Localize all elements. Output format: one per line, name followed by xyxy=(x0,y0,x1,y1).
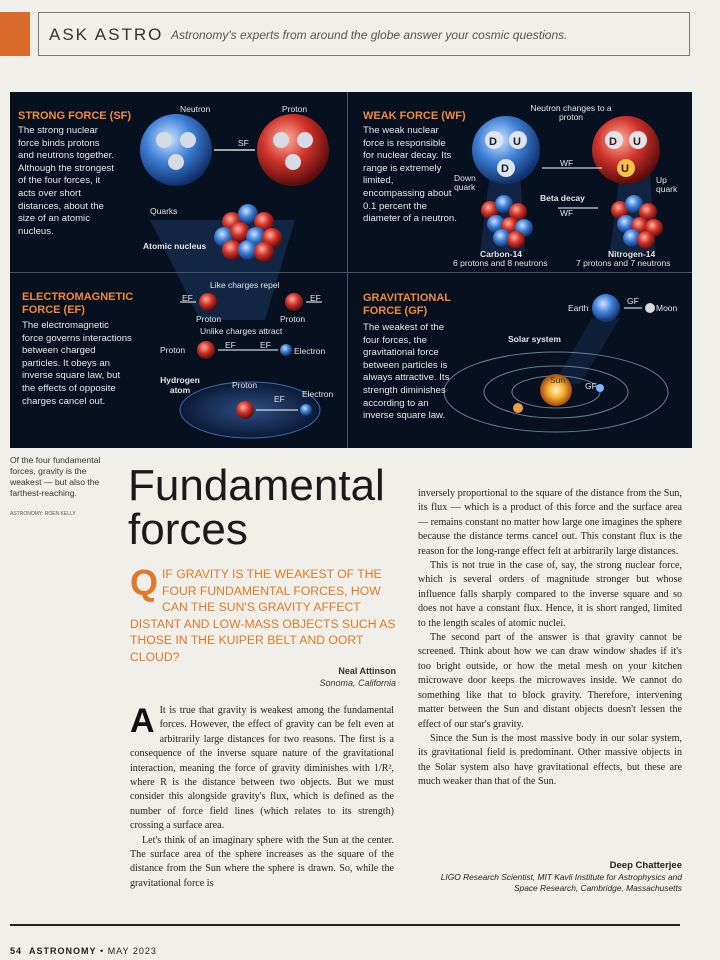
nitrogen-14-label: Nitrogen-14 xyxy=(608,249,656,259)
weak-wf-label-bottom: WF xyxy=(560,208,574,218)
footer-rule xyxy=(10,924,680,926)
moon xyxy=(645,303,655,313)
proton-left xyxy=(199,293,217,311)
weak-wf-label-top: WF xyxy=(560,158,574,168)
author-signature xyxy=(418,860,682,895)
earth-label: Earth xyxy=(568,303,589,313)
carbon-14-label: Carbon-14 xyxy=(480,249,523,259)
ef-label-attract-2: EF xyxy=(260,340,271,350)
ef-label-right: EF xyxy=(310,293,321,303)
section-tab-marker xyxy=(0,12,30,56)
ef-label-left: EF xyxy=(182,293,193,303)
proton-right xyxy=(285,293,303,311)
gf-label-sun: GF xyxy=(585,381,597,391)
forces-infographic xyxy=(10,92,692,448)
like-charges-label: Like charges repel xyxy=(210,280,280,290)
section-title: ASK ASTRO xyxy=(49,25,164,44)
electron-label-attract: Electron xyxy=(294,346,326,356)
grav-force-title: GRAVITATIONAL FORCE (GF) xyxy=(363,292,451,317)
quarks-label: Quarks xyxy=(150,206,178,216)
quark-u-left: U xyxy=(513,136,521,148)
quark-d-bottom-left: D xyxy=(501,163,509,175)
author-affiliation: LIGO Research Scientist, MIT Kavli Institute for Astrophysics and Space Research, Cambridge, Massachusetts xyxy=(440,871,682,893)
planet-earth-orbit xyxy=(596,384,604,392)
strong-force-title: STRONG FORCE (SF) xyxy=(18,110,132,122)
proton-label-attract: Proton xyxy=(160,345,186,355)
strong-neutron-label: Neutron xyxy=(180,104,211,114)
answer-paragraph-5: The second part of the answer is that gravity cannot be screened. Think about how we can draw window shades if it's too bright outside, or how the metal mesh on your kitchen microwave door keeps the microwaves inside. We cannot do something like that to block gravity. Therefore, intervening matter between the Sun and distant objects doesn't lessen the effect of our star's gravity. xyxy=(418,632,682,730)
weak-force-body: The weak nuclear force is responsible for nuclear decay. Its range is extremely limited, encompassing about 0.1 percent the diameter of a neutron. xyxy=(363,125,457,225)
unlike-charges-label: Unlike charges attract xyxy=(200,326,283,336)
panel-divider-horizontal xyxy=(10,272,692,273)
moon-label: Moon xyxy=(656,303,678,313)
proton-label-right: Proton xyxy=(280,314,306,324)
answer-paragraph-1: A It is true that gravity is weakest among the fundamental forces. However, the effect of gravity can be felt even at arbitrarily large distances for two reasons. The first is a consequence of the inverse square nature of the gravitational interaction, meaning the force of gravity diminishes with 1/R², where R is the distance between two objects. But we must consider this alongside gravity's flux, which is defined as the number of force field lines (which relates to its strength) crossing a surface area. xyxy=(130,702,394,832)
quark-u-right: U xyxy=(633,136,641,148)
proton-sphere xyxy=(257,114,329,186)
neutron-changes-label: Neutron changes to a proton xyxy=(530,103,612,122)
answer-column-1 xyxy=(130,704,394,891)
hydrogen-electron-label: Electron xyxy=(302,389,334,399)
figure-credit: ASTRONOMY: ROEN KELLY xyxy=(10,511,76,517)
figure-caption: Of the four fundamental forces, gravity is the weakest — but also the farthest-reaching. xyxy=(10,455,101,498)
page-number: 54 xyxy=(10,946,23,956)
grav-force-body: The weakest of the four forces, the gravitational force between particles is always attractive. Its strength diminishes according to an inverse square law. xyxy=(363,322,450,422)
sun-label: Sun xyxy=(550,375,566,385)
strong-force-body: The strong nuclear force binds protons and neutrons together. Although the strongest of the four forces, it acts over short distances, about the size of an atomic nucleus. xyxy=(18,125,115,237)
article-title-line-1: Fundamental xyxy=(128,461,385,510)
article-title xyxy=(128,461,385,554)
asker-name: Neal Attinson xyxy=(338,666,396,676)
issue-date: MAY 2023 xyxy=(107,946,157,956)
panel-divider-vertical xyxy=(347,92,348,448)
em-force-title: ELECTROMAGNETIC FORCE (EF) xyxy=(22,291,134,316)
answer-column-2 xyxy=(418,487,682,790)
magazine-name: ASTRONOMY xyxy=(29,946,97,956)
atomic-nucleus-label: Atomic nucleus xyxy=(143,241,207,251)
electron-attract xyxy=(280,344,292,356)
page-footer: 54 ASTRONOMY • MAY 2023 xyxy=(10,946,157,956)
em-force-body: The electromagnetic force governs interactions between charged particles. It obeys an inverse square law, but the effects of opposite charges cancel out. xyxy=(22,320,132,407)
reader-question xyxy=(130,562,396,688)
ef-label-attract-1: EF xyxy=(225,340,236,350)
author-name: Deep Chatterjee xyxy=(609,860,682,871)
hydrogen-proton-label: Proton xyxy=(232,380,258,390)
proton-label-left: Proton xyxy=(196,314,222,324)
gf-label-earth-moon: GF xyxy=(627,296,639,306)
proton-attract xyxy=(197,341,215,359)
quark-d-left: D xyxy=(489,136,497,148)
neutron-sphere xyxy=(140,114,212,186)
answer-paragraph-3: inversely proportional to the square of the distance from the Sun, its flux — which is a product of this force and the surface area — remains constant no matter how large one imagines the sphere because the distance terms cancel out. This constant flux is the reason for the long-range effect felt at arbitrarily large distances. xyxy=(418,488,682,557)
quark-u-bottom-right: U xyxy=(621,163,629,175)
asker-location: Sonoma, California xyxy=(319,678,396,688)
atomic-nucleus xyxy=(214,204,282,262)
section-header xyxy=(38,12,690,56)
nitrogen-14-sub: 7 protons and 7 neutrons xyxy=(576,258,671,268)
question-text: IF GRAVITY IS THE WEAKEST OF THE FOUR FUNDAMENTAL FORCES, HOW CAN THE SUN'S GRAVITY AFFECT DISTANT AND LOW-MASS OBJECTS SUCH AS THOSE IN THE KUIPER BELT AND OORT CLOUD? xyxy=(130,567,396,664)
answer-paragraph-6: Since the Sun is the most massive body in our solar system, its gravitational field is predominant. Other massive objects in the Solar system also have gravitational effects, but these are much weaker than that of the Sun. xyxy=(418,732,682,788)
earth xyxy=(592,294,620,322)
planet xyxy=(513,403,523,413)
answer-paragraph-2: Let's think of an imaginary sphere with the Sun at the center. The surface area of the sphere increases as the square of the distance from the Sun where the sphere is drawn. So, while the gravitational force is xyxy=(130,834,394,889)
strong-proton-label: Proton xyxy=(282,104,308,114)
quark-d-right: D xyxy=(609,136,617,148)
hydrogen-atom-label: Hydrogen atom xyxy=(160,375,200,395)
answer-drop-letter: A xyxy=(130,702,155,740)
answer-paragraph-4: This is not true in the case of, say, the strong nuclear force, which is several orders of magnitude stronger but whose influence falls sharply compared to the inverse square and so does not have a constant flux. Hence, it is short ranged, limited to the length scales of atomic nuclei. xyxy=(418,560,682,629)
hydrogen-ef-label: EF xyxy=(274,394,285,404)
asker-credit xyxy=(319,665,396,689)
down-quark-label: Down quark xyxy=(454,173,476,192)
article-title-line-2: forces xyxy=(128,505,248,554)
question-drop-letter: Q xyxy=(130,562,159,603)
strong-sf-label: SF xyxy=(238,138,249,148)
section-subtitle: Astronomy's experts from around the globe answer your cosmic questions. xyxy=(171,28,568,42)
solar-system-label: Solar system xyxy=(508,334,561,344)
carbon-14-sub: 6 protons and 8 neutrons xyxy=(453,258,548,268)
up-quark-label: Up quark xyxy=(656,175,678,194)
weak-force-title: WEAK FORCE (WF) xyxy=(363,110,466,122)
beta-decay-label: Beta decay xyxy=(540,193,585,203)
